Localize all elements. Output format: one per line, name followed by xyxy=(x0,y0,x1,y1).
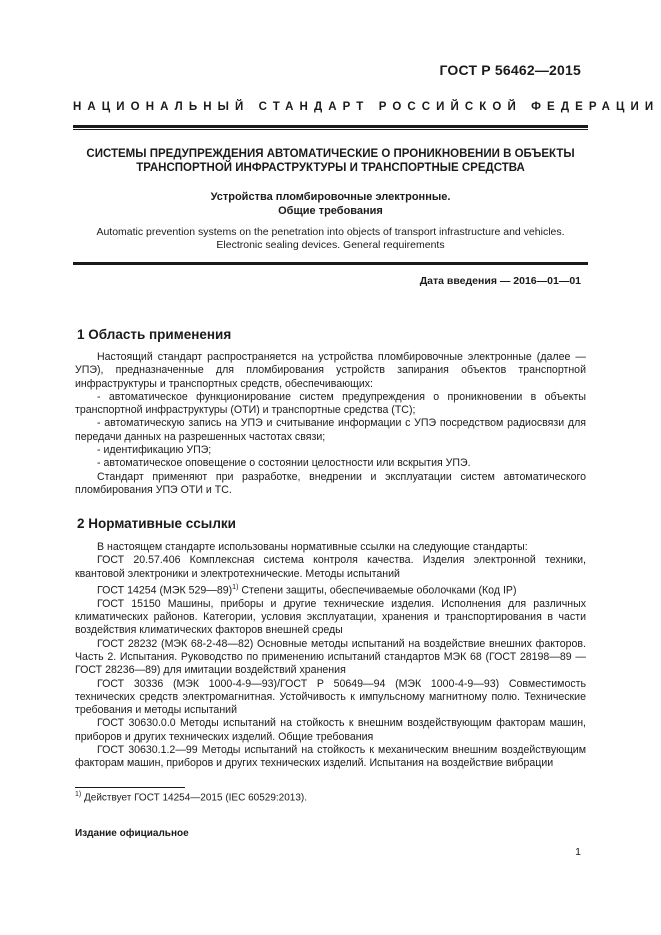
footnote-separator xyxy=(75,787,185,788)
section-2-body xyxy=(75,541,586,771)
header-rule-thick xyxy=(73,125,588,128)
section-1-heading: 1 Область применения xyxy=(77,327,232,342)
reference-item: ГОСТ 28232 (МЭК 68-2-48—82) Основные методы испытаний на воздействие внешних факторов. Часть 2. Испытания. Руководство по применению испытаний стандартов МЭК 68 (ГОСТ 28198—89 — ГОСТ 28236—89) для имитации воздействий хранения xyxy=(75,637,586,677)
english-title-line-1: Automatic prevention systems on the penetration into objects of transport infrastructure and vehicles. xyxy=(96,226,565,238)
title-line-2: ТРАНСПОРТНОЙ ИНФРАСТРУКТУРЫ И ТРАНСПОРТНЫЕ СРЕДСТВА xyxy=(136,162,525,174)
reference-item: ГОСТ 14254 (МЭК 529—89)$^{1)}$ Степени защиты, обеспечиваемые оболочками (Код IP) xyxy=(97,583,517,597)
paragraph: Стандарт применяют при разработке, внедрении и эксплуатации систем автоматического пломбирования УПЭ ОТИ и ТС. xyxy=(75,470,586,496)
list-item: - автоматическое оповещение о состоянии целостности или вскрытия УПЭ. xyxy=(97,457,471,470)
document-title xyxy=(73,147,588,175)
list-item: - автоматическую запись на УПЭ и считывание информации с УПЭ посредством радиосвязи для передачи данных на разрешенных частотах связи; xyxy=(75,417,586,443)
reference-item: ГОСТ 30630.0.0 Методы испытаний на стойкость к внешним воздействующим факторам машин, приборов и других технических изделий. Общие требования xyxy=(75,717,586,743)
list-item: - автоматическое функционирование систем предупреждения о проникновении в объекты транспортной инфраструктуры (ОТИ) и транспортные средства (ТС); xyxy=(75,390,586,417)
english-title-line-2: Electronic sealing devices. General requirements xyxy=(216,239,445,251)
section-1-body xyxy=(75,351,586,497)
list-item: - идентификацию УПЭ; xyxy=(97,444,212,457)
standard-number: ГОСТ Р 56462—2015 xyxy=(439,62,581,78)
footnote-mark: 1) xyxy=(232,583,239,591)
english-title xyxy=(73,226,588,252)
paragraph: В настоящем стандарте использованы нормативные ссылки на следующие стандарты: xyxy=(97,541,528,553)
section-2-heading: 2 Нормативные ссылки xyxy=(77,516,236,531)
paragraph: Настоящий стандарт распространяется на устройства пломбировочные электронные (далее — УПЭ), предназначенные для пломбирования устройств запирания объектов транспортной инфраструктуры и транспортных средств, обеспечивающих: xyxy=(75,351,586,390)
subtitle-line-2: Общие требования xyxy=(278,204,383,217)
introduction-date: Дата введения — 2016—01—01 xyxy=(419,275,581,287)
reference-item: ГОСТ 30630.1.2—99 Методы испытаний на стойкость к механическим внешним воздействующим факторам машин, приборов и других технических изделий. Испытания на воздействие вибрации xyxy=(75,743,586,770)
national-standard-heading: НАЦИОНАЛЬНЫЙ СТАНДАРТ РОССИЙСКОЙ ФЕДЕРАЦИИ xyxy=(73,101,660,113)
footnote: $^{1)}$ Действует ГОСТ 14254—2015 (IEC 60529:2013). xyxy=(75,791,308,804)
title-line-1: СИСТЕМЫ ПРЕДУПРЕЖДЕНИЯ АВТОМАТИЧЕСКИЕ О ПРОНИКНОВЕНИИ В ОБЪЕКТЫ xyxy=(86,148,575,160)
reference-item: ГОСТ 20.57.406 Комплексная система контроля качества. Изделия электронной техники, квантовой электроники и электротехнические. Методы испытаний xyxy=(75,554,586,580)
header-rule-thin xyxy=(73,129,588,130)
page-number: 1 xyxy=(575,846,581,858)
reference-item: ГОСТ 30336 (МЭК 1000-4-9—93)/ГОСТ Р 50649—94 (МЭК 1000-4-9—93) Совместимость технических средств электромагнитная. Устойчивость к импульсному магнитному полю. Технические требования и методы испытаний xyxy=(75,677,586,717)
official-edition-label: Издание официальное xyxy=(75,828,189,839)
subtitle-line-1: Устройства пломбировочные электронные. xyxy=(210,191,451,203)
reference-item: ГОСТ 15150 Машины, приборы и другие технические изделия. Исполнения для различных климатических районов. Категории, условия эксплуатации, хранения и транспортирования в части воздействия климатических факторов внешней среды xyxy=(75,597,586,637)
title-rule-thick xyxy=(73,262,588,265)
document-subtitle xyxy=(73,191,588,218)
